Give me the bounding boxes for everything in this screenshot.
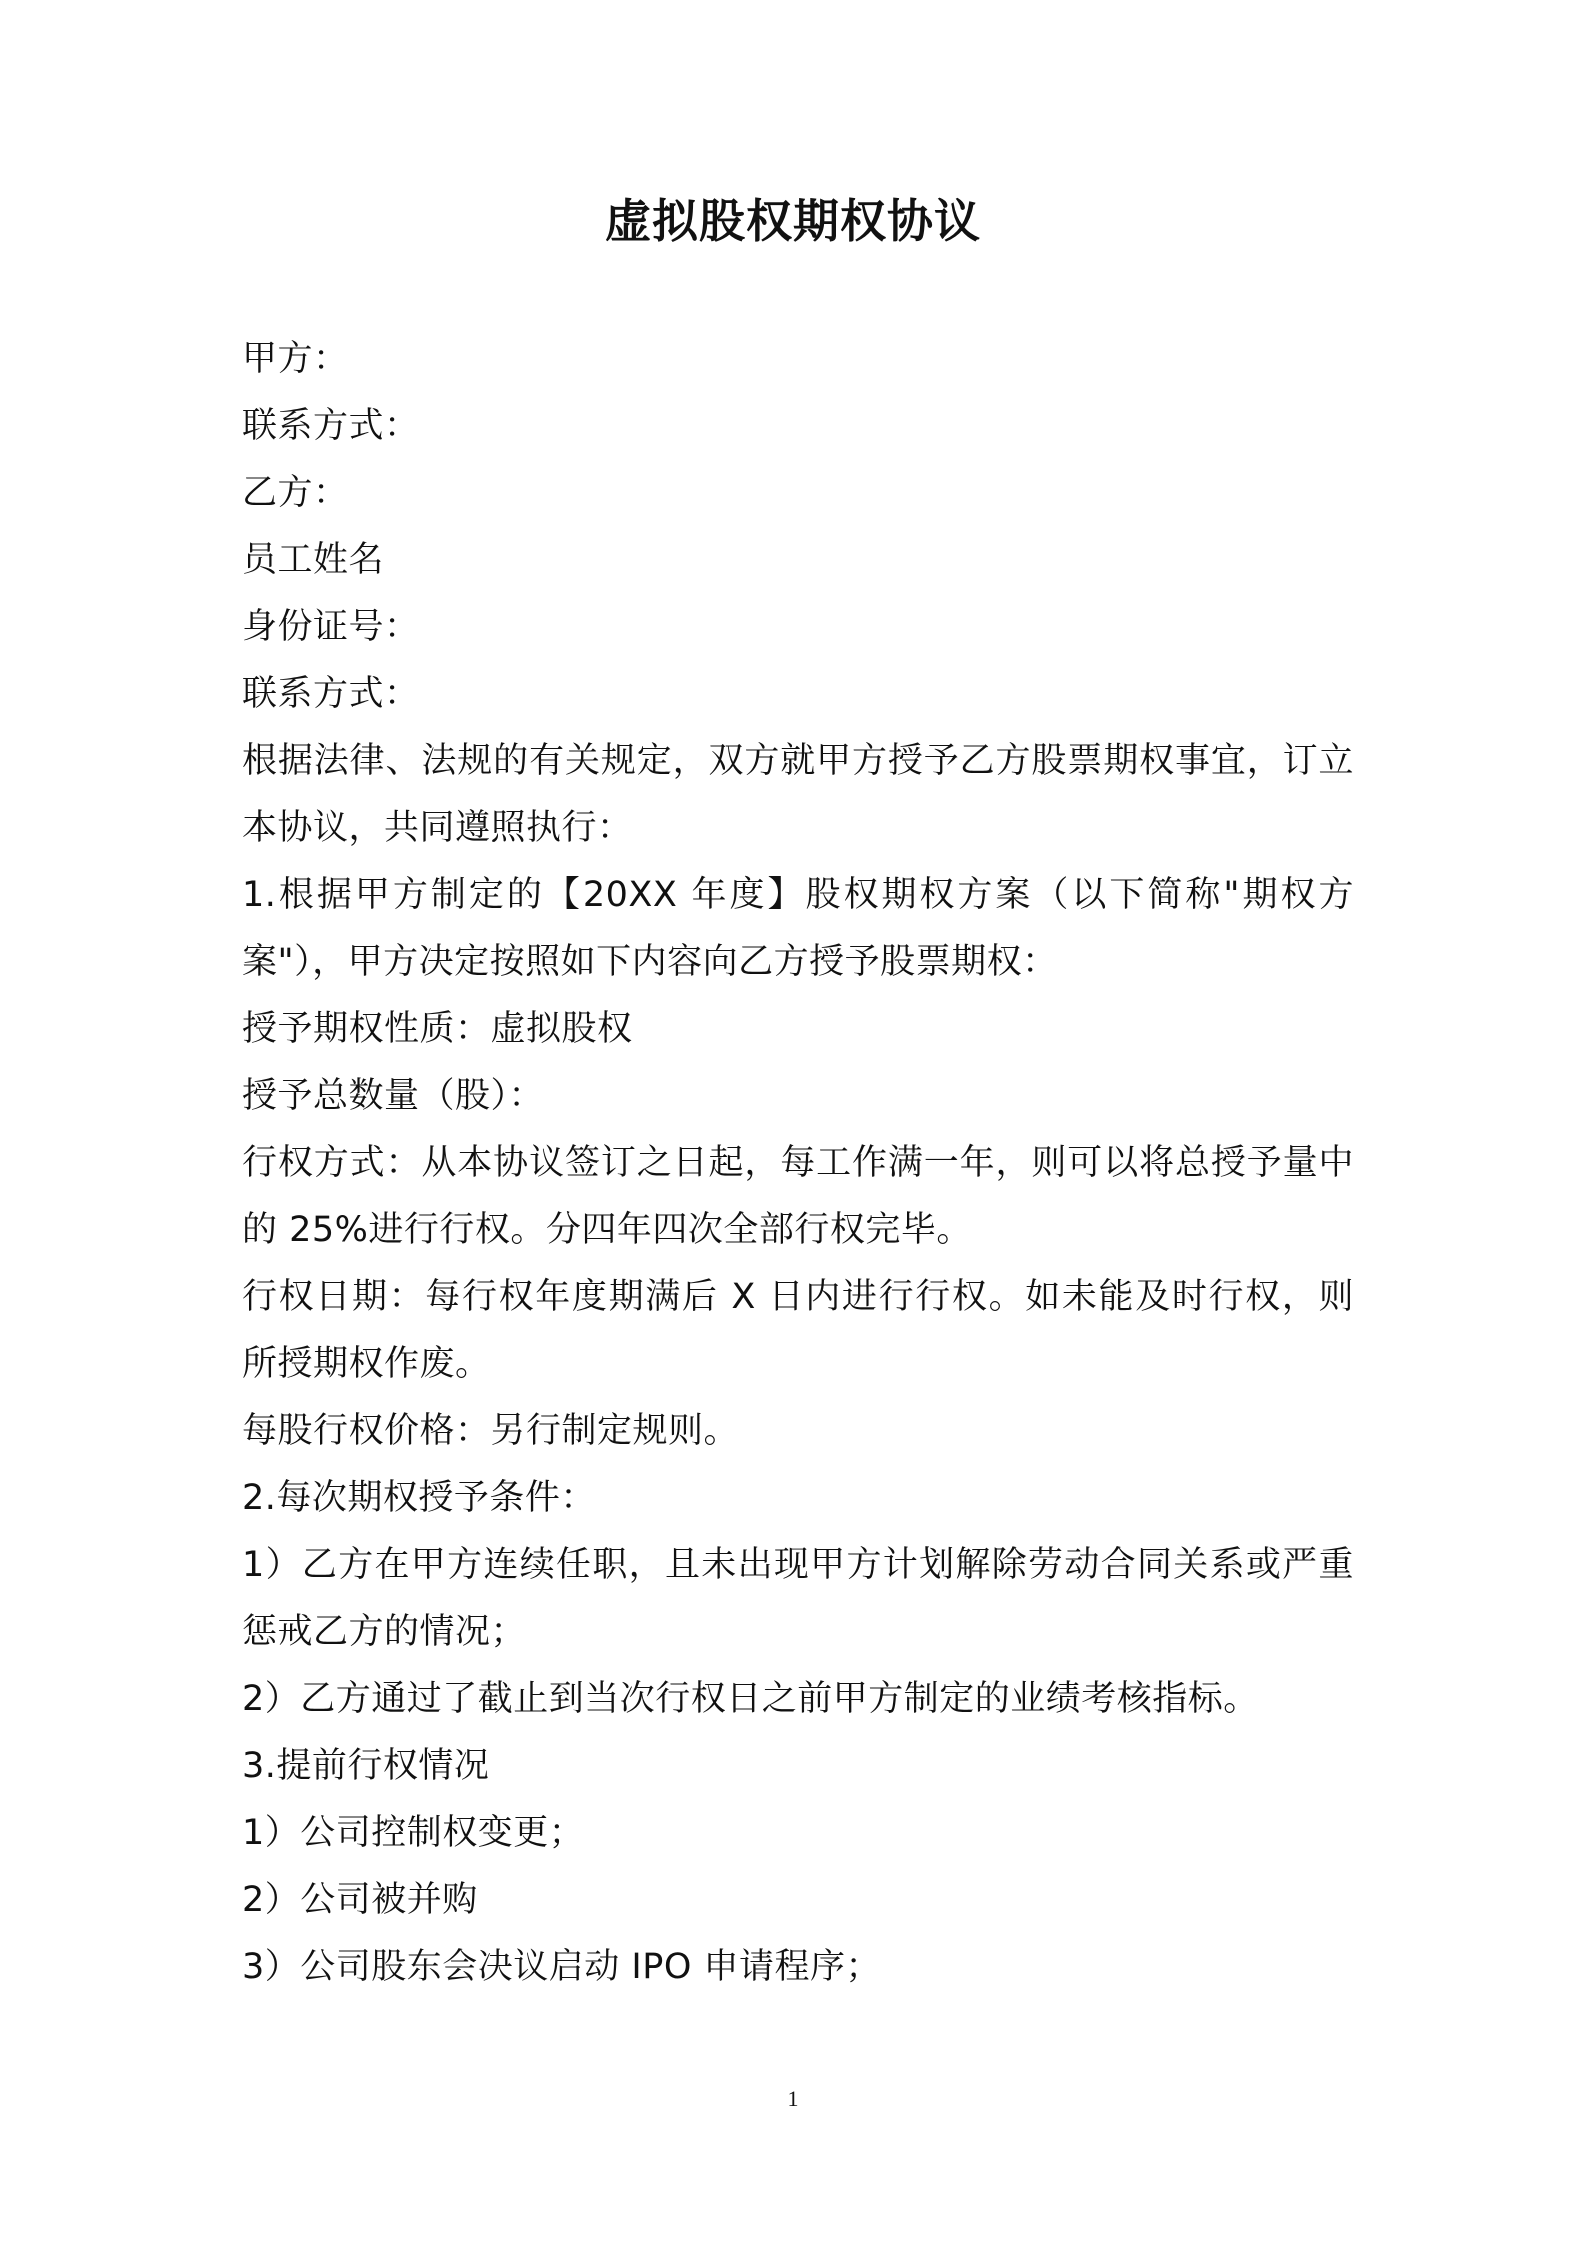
exercise-date-paragraph: 行权日期：每行权年度期满后 X 日内进行行权。如未能及时行权，则所授期权作废。 [242,1277,1354,1384]
clause-2-item-2: 2）乙方通过了截止到当次行权日之前甲方制定的业绩考核指标。 [242,1679,1259,1719]
page-number: 1 [787,2086,799,2111]
document-body [242,326,1354,2001]
party-a-line: 甲方： [242,339,349,379]
exercise-price-line: 每股行权价格：另行制定规则。 [242,1411,740,1451]
preamble-paragraph: 根据法律、法规的有关规定，双方就甲方授予乙方股票期权事宜，订立本协议，共同遵照执行： [242,741,1354,848]
party-b-contact-line: 联系方式： [242,674,420,714]
employee-name-line: 员工姓名 [242,540,385,580]
clause-2-item-1: 1）乙方在甲方连续任职，且未出现甲方计划解除劳动合同关系或严重惩戒乙方的情况； [242,1545,1354,1652]
clause-3-item-1: 1）公司控制权变更； [242,1813,585,1853]
party-a-contact-line: 联系方式： [242,406,420,446]
id-number-line: 身份证号： [242,607,420,647]
clause-3-heading: 3.提前行权情况 [242,1746,490,1786]
clause-1-paragraph: 1.根据甲方制定的【20XX 年度】股权期权方案（以下简称"期权方案"），甲方决定按照如下内容向乙方授予股票期权： [242,875,1354,982]
total-quantity-line: 授予总数量（股）： [242,1076,545,1116]
clause-2-heading: 2.每次期权授予条件： [242,1478,596,1518]
document-title: 虚拟股权期权协议 [605,194,981,248]
clause-3-item-3: 3）公司股东会决议启动 IPO 申请程序； [242,1947,881,1987]
exercise-method-paragraph: 行权方式：从本协议签订之日起，每工作满一年，则可以将总授予量中的 25%进行行权。分四年四次全部行权完毕。 [242,1143,1354,1250]
clause-3-item-2: 2）公司被并购 [242,1880,478,1920]
party-b-line: 乙方： [242,473,349,513]
option-nature-line: 授予期权性质：虚拟股权 [242,1009,633,1049]
